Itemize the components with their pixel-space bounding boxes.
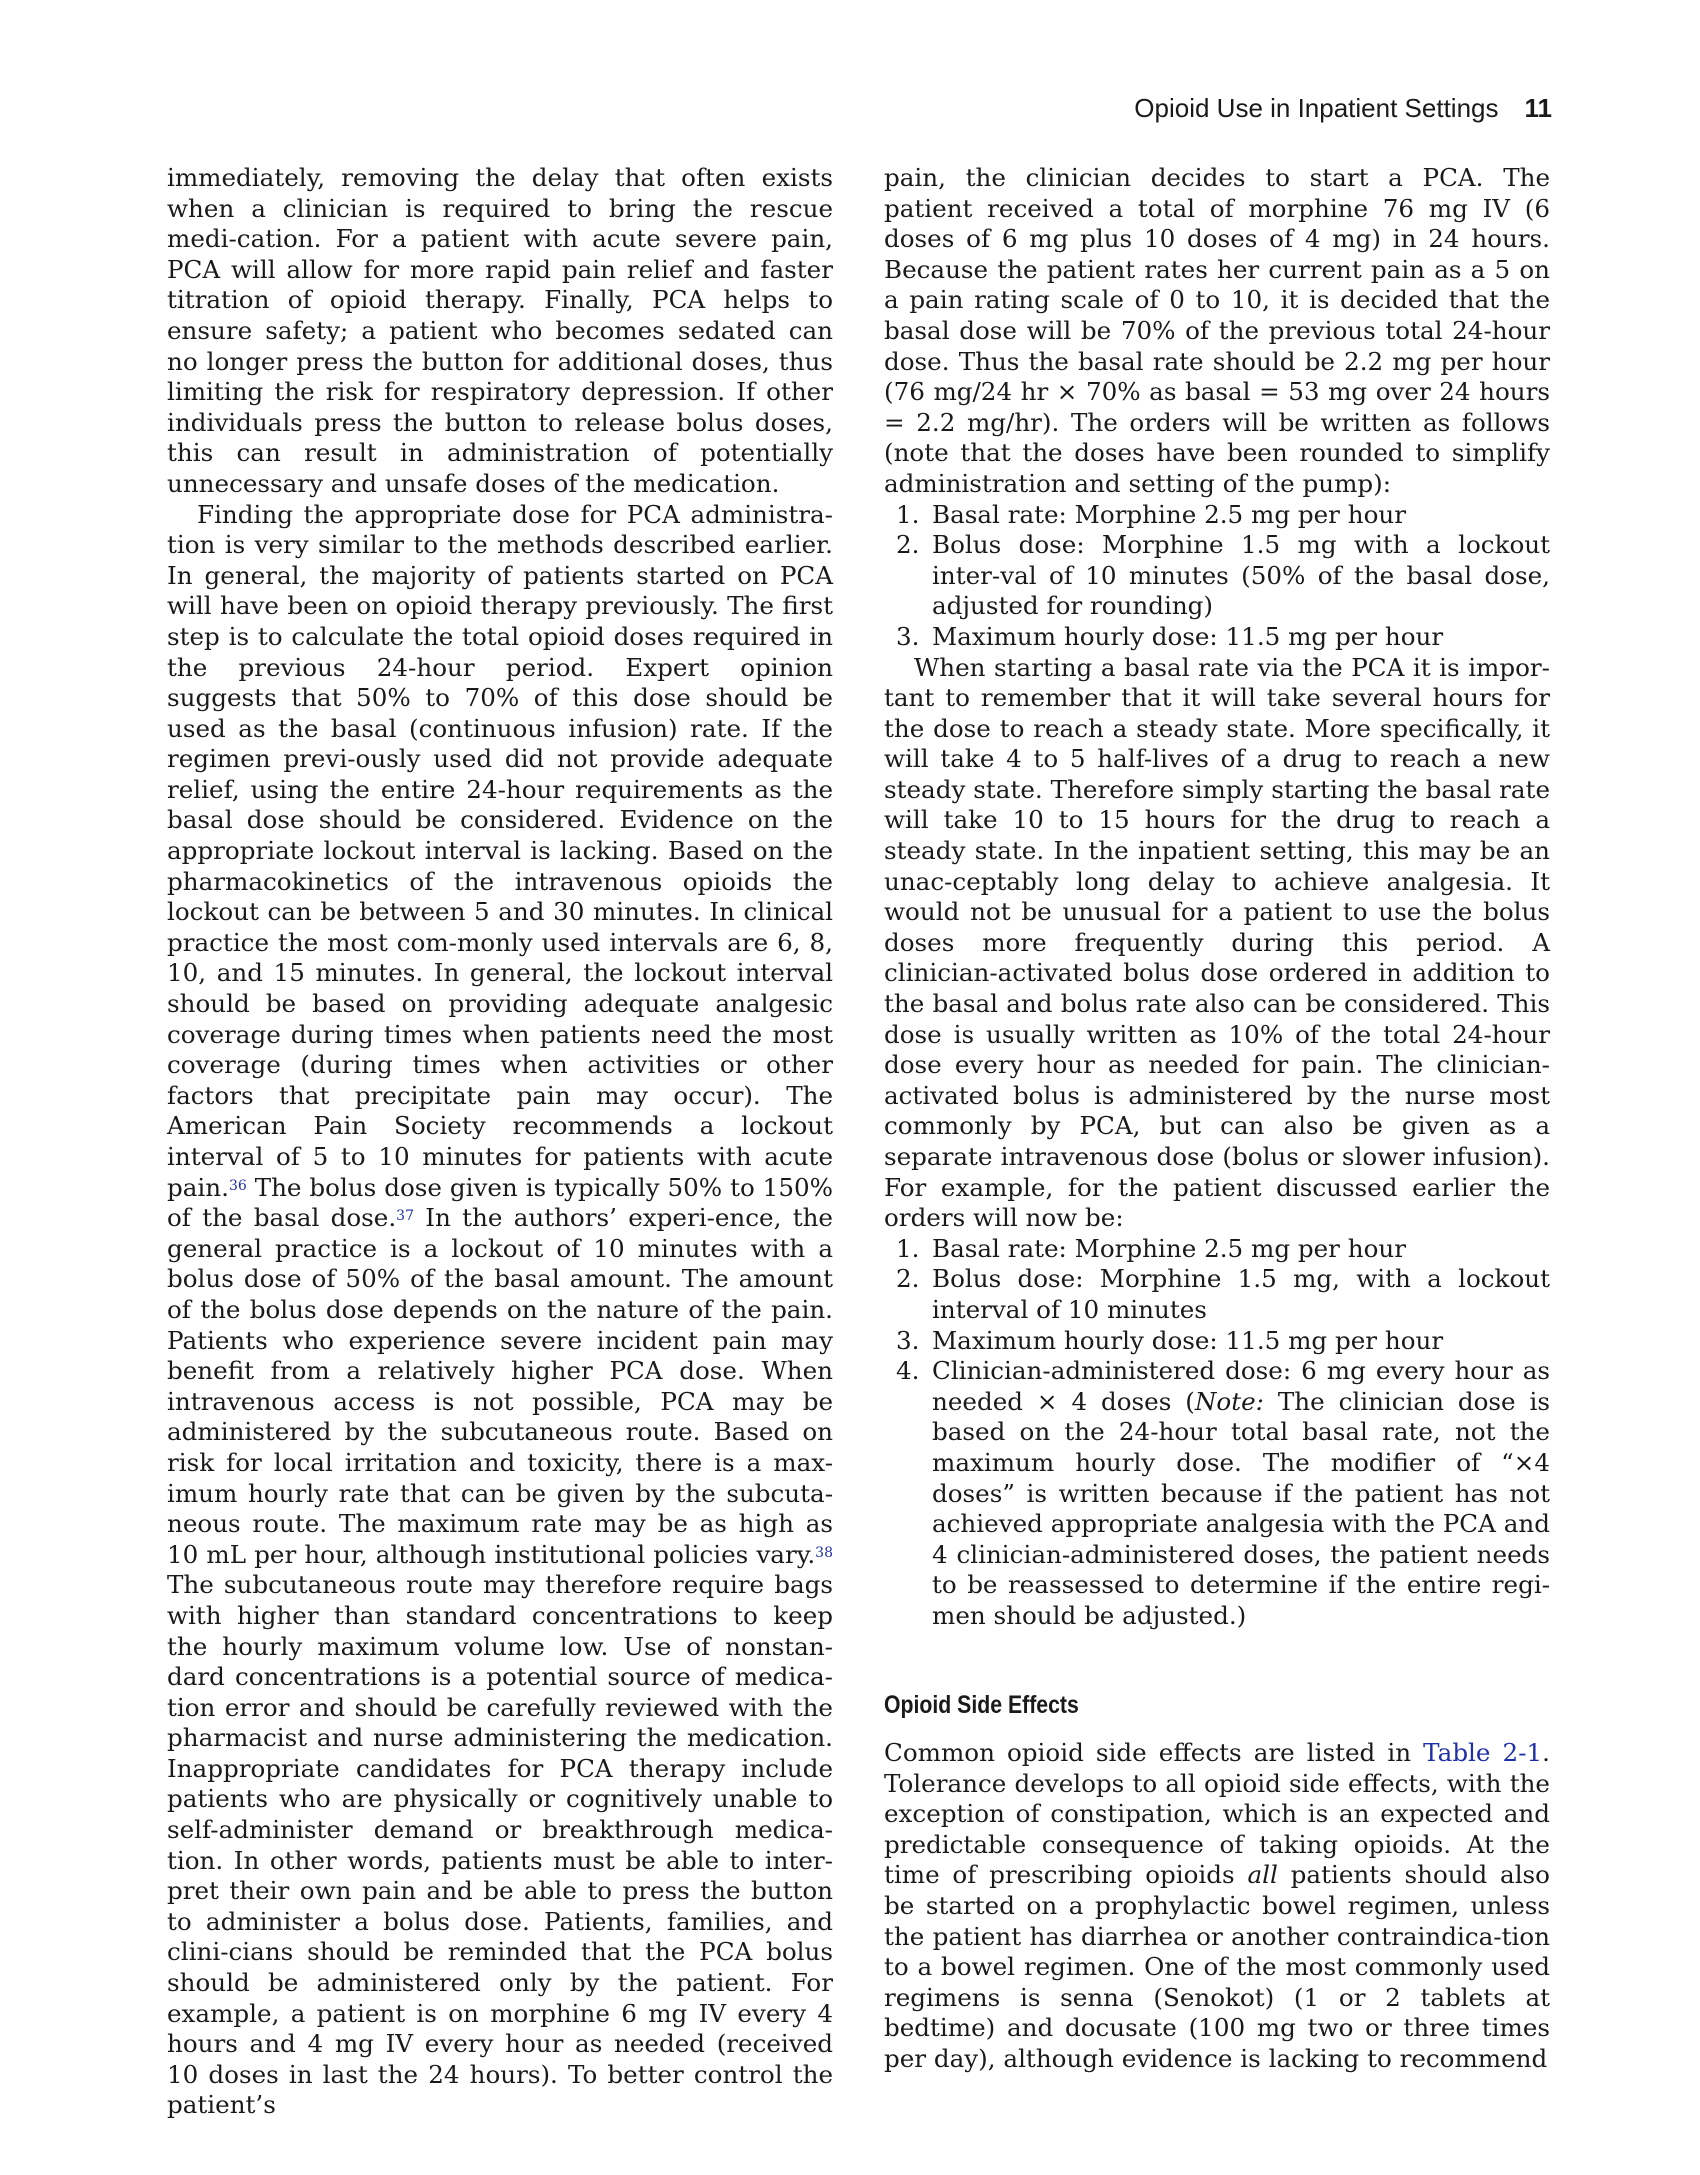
emphasis-all: all [1247,1860,1278,1890]
text-run: Finding the appropriate dose for PCA administra-tion is very similar to the methods described earlier. In general, the majority of patients started on PCA will have been on opioid therapy previously. The first step is to calculate the total opioid doses required in the previous 24-hour period. Expert opinion suggests that 50% to 70% of this dose should be used as the basal (continuous infusion) rate. If the regimen previ-ously used did not provide adequate relief, using the entire 24-hour requirements as the basal dose should be considered. Evidence on the appropriate lockout interval is lacking. Based on the pharmacokinetics of the intravenous opioids the lockout can be between 5 and 30 minutes. In clinical practice the most com-monly used intervals are 6, 8, 10, and 15 minutes. In general, the lockout interval should be based on providing adequate analgesic coverage during times when patients need the most coverage (during times when activities or other factors that precipitate pain may occur). The American Pain Society recommends a lockout interval of 5 to 10 minutes for patients with acute pain. [167,499,833,1202]
reference-36-link[interactable]: 36 [228,1177,247,1194]
list-number: 2. [896,530,920,560]
text-run: . Tolerance develops to all opioid side effects, with the exception of constipation, which is an expected and predictable consequence of taking opioids. At the time of prescribing opioids [884,1738,1550,1890]
left-column [167,163,833,2121]
paragraph-side-effects [884,1738,1550,2075]
list-item [884,1356,1550,1631]
list-text: Basal rate: Morphine 2.5 mg per hour [932,499,1406,529]
list-item [884,1234,1550,1265]
list-item [884,1326,1550,1357]
page-number: 11 [1524,93,1552,123]
table-2-1-link[interactable]: Table 2-1 [1423,1738,1543,1768]
list-text: The clinician dose is based on the 24-hour total basal rate, not the maximum hourly dose. The modifier of “×4 doses” is written because if the patient has not achieved appropriate analgesia with the PCA and 4 clinician-administered doses, the patient needs to be reassessed to determine if the entire regi-men should be adjusted.) [932,1386,1550,1630]
reference-37-link[interactable]: 37 [396,1208,414,1225]
text-run: Common opioid side effects are listed in [884,1738,1424,1768]
list-item [884,530,1550,622]
list-number: 3. [896,1325,920,1355]
order-list-1 [884,500,1550,653]
list-number: 2. [896,1264,920,1294]
running-title: Opioid Use in Inpatient Settings [1134,93,1499,123]
running-header [1134,93,1552,124]
list-text: Maximum hourly dose: 11.5 mg per hour [932,1325,1444,1355]
section-heading: Opioid Side Effects [884,1690,1079,1719]
list-text: Clinician-administered dose: 6 mg every hour as needed × 4 doses ( [932,1356,1550,1416]
text-run: The subcutaneous route may therefore require bags with higher than standard concentrations to keep the hourly maximum volume low. Use of nonstan-dard concentrations is a potential source of medica-tion error and should be carefully reviewed with the pharmacist and nurse administering the medication. Inappropriate candidates for PCA therapy include patients who are physically or cognitively unable to self-administer demand or breakthrough medica-tion. In other words, patients must be able to inter-pret their own pain and be able to press the button to administer a bolus dose. Patients, families, and clini-cians should be reminded that the PCA bolus should be administered only by the patient. For example, a patient is on morphine 6 mg IV every 4 hours and 4 mg IV every hour as needed (received 10 doses in last the 24 hours). To better control the patient’s [167,1570,833,2120]
paragraph-continued: immediately, removing the delay that often exists when a clinician is required to bring the rescue medi-cation. For a patient with acute severe pain, PCA will allow for more rapid pain relief and faster titration of opioid therapy. Finally, PCA helps to ensure safety; a patient who becomes sedated can no longer press the button for additional doses, thus limiting the risk for respiratory depression. If other individuals press the button to release bolus doses, this can result in administration of potentially unnecessary and unsafe doses of the medication. [167,163,833,498]
paragraph-pca-dosing [167,500,833,2121]
list-number: 1. [896,1233,920,1263]
note-label: Note: [1194,1386,1264,1416]
list-item [884,622,1550,653]
list-number: 1. [896,499,920,529]
text-run: patients should also be started on a prophylactic bowel regimen, unless the patient has diarrhea or another contraindica-tion to a bowel regimen. One of the most commonly used regimens is senna (Senokot) (1 or 2 tablets at bedtime) and docusate (100 mg two or three times per day), although evidence is lacking to recommend [884,1860,1550,2074]
paragraph-steady-state: When starting a basal rate via the PCA it is impor-tant to remember that it will take several hours for the dose to reach a steady state. More specifically, it will take 4 to 5 half-lives of a drug to reach a new steady state. Therefore simply starting the basal rate will take 10 to 15 hours for the drug to reach a steady state. In the inpatient setting, this may be an unac-ceptably long delay to achieve analgesia. It would not be unusual for a patient to use the bolus doses more frequently during this period. A clinician-activated bolus dose ordered in addition to the basal and bolus rate also can be considered. This dose is usually written as 10% of the total 24-hour dose every hour as needed for pain. The clinician-activated bolus is administered by the nurse most commonly by PCA, but can also be given as a separate intravenous dose (bolus or slower infusion). For example, for the patient discussed earlier the orders will now be: [884,652,1550,1233]
list-text: Bolus dose: Morphine 1.5 mg, with a lockout interval of 10 minutes [932,1264,1550,1324]
list-text: Basal rate: Morphine 2.5 mg per hour [932,1233,1406,1263]
text-run: The bolus dose given is typically 50% to 150% of the basal dose. [167,1172,833,1233]
list-number: 4. [896,1356,920,1386]
list-item [884,1264,1550,1325]
paragraph-pca-example: pain, the clinician decides to start a PCA. The patient received a total of morphine 76 mg IV (6 doses of 6 mg plus 10 doses of 4 mg) in 24 hours. Because the patient rates her current pain as a 5 on a pain rating scale of 0 to 10, it is decided that the basal dose will be 70% of the previous total 24-hour dose. Thus the basal rate should be 2.2 mg per hour (76 mg/24 hr × 70% as basal = 53 mg over 24 hours = 2.2 mg/hr). The orders will be written as follows (note that the doses have been rounded to simplify administration and setting of the pump): [884,163,1550,498]
text-run: In the authors’ experi-ence, the general practice is a lockout of 10 minutes with a bolus dose of 50% of the basal amount. The amount of the bolus dose depends on the nature of the pain. Patients who experience severe incident pain may benefit from a relatively higher PCA dose. When intravenous access is not possible, PCA may be administered by the subcutaneous route. Based on risk for local irritation and toxicity, there is a max-imum hourly rate that can be given by the subcuta-neous route. The maximum rate may be as high as 10 mL per hour, although institutional policies vary. [167,1203,833,1569]
list-text: Bolus dose: Morphine 1.5 mg with a lockout inter-val of 10 minutes (50% of the basal dose, adjusted for rounding) [932,530,1550,621]
reference-38-link[interactable]: 38 [815,1544,833,1561]
list-text: Maximum hourly dose: 11.5 mg per hour [932,621,1444,651]
order-list-2 [884,1234,1550,1632]
list-item [884,500,1550,531]
list-number: 3. [896,621,920,651]
right-column [884,163,1550,2075]
